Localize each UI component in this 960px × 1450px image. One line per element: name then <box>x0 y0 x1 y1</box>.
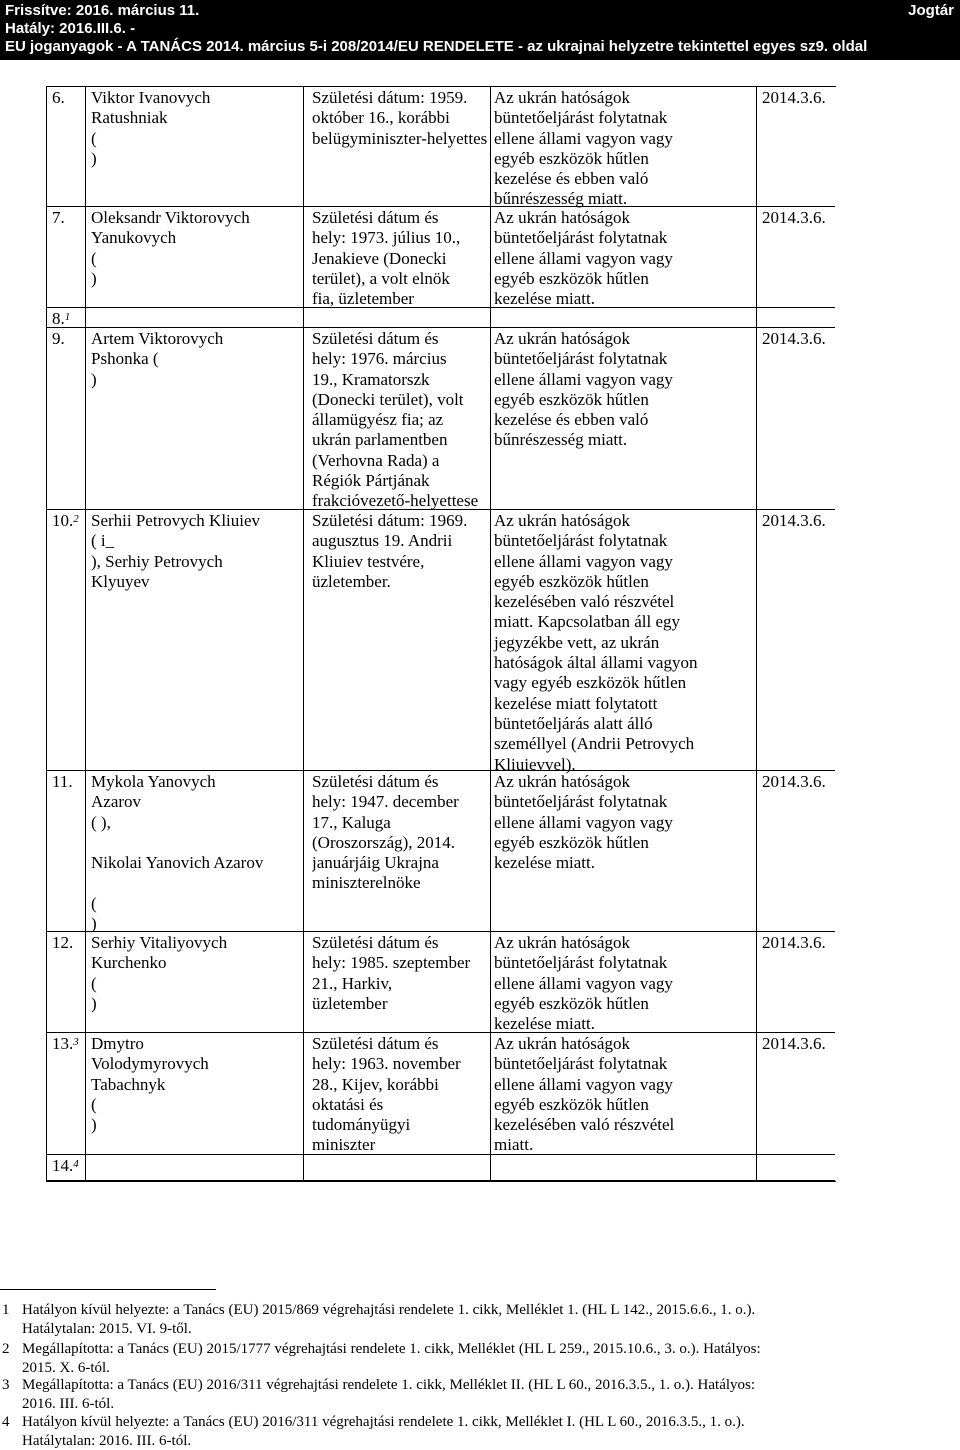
reasons: Az ukrán hatóságok büntetőeljárást folytatnak ellene állami vagyon vagy egyéb eszközök hűtlen kezelése és ebben való bűnrészesség miatt. <box>494 88 673 209</box>
footnote-number: 4 <box>2 1414 10 1430</box>
person-name: Mykola Yanovych Azarov ( ), Nikolai Yanovich Azarov ( ) <box>91 772 264 934</box>
table-row <box>46 931 835 1032</box>
footnote-number: 2 <box>2 1341 10 1357</box>
footnote-text: Megállapította: a Tanács (EU) 2015/1777 végrehajtási rendelete 1. cikk, Melléklet (HL L 259., 2015.10.6., 3. o.). Hatályos: 2015. X. 6-tól. <box>22 1341 761 1376</box>
person-name: Oleksandr Viktorovych Yanukovych ( ) <box>91 208 250 288</box>
listing-date: 2014.3.6. <box>762 329 826 348</box>
row-number <box>52 772 82 792</box>
row-number <box>52 208 82 228</box>
footnote-ref[interactable]: 3 <box>73 1036 79 1048</box>
effective-date: Hatály: 2016.III.6. - <box>5 20 136 37</box>
listing-date: 2014.3.6. <box>762 511 826 530</box>
footnote <box>2 1340 932 1377</box>
row-number <box>52 329 82 349</box>
listing-date: 2014.3.6. <box>762 208 826 227</box>
table-row <box>46 327 835 509</box>
identifying-info: Születési dátum: 1969. augusztus 19. Andrii Kliuiev testvére, üzletember. <box>312 511 468 591</box>
row-number-text: 11. <box>52 772 73 791</box>
identifying-info: Születési dátum és hely: 1976. március 19., Kramatorszk (Donecki terület), volt államügyész fia; az ukrán parlamentben (Verhovna Rada) a Régiók Pártjának frakcióvezető-helyettese <box>312 329 479 511</box>
person-name: Serhiy Vitaliyovych Kurchenko ( ) <box>91 933 228 1013</box>
footnote-text: Hatályon kívül helyezte: a Tanács (EU) 2016/311 végrehajtási rendelete 1. cikk, Melléklet I. (HL L 60., 2016.3.5., 1. o.). Hatálytalan: 2016. III. 6-tól. <box>22 1414 745 1449</box>
person-name: Viktor Ivanovych Ratushniak ( ) <box>91 88 211 168</box>
refresh-date: Frissítve: 2016. március 11. <box>5 2 200 19</box>
listing-date: 2014.3.6. <box>762 1034 826 1053</box>
table-row <box>46 307 835 327</box>
document-header <box>0 0 960 60</box>
table-row <box>46 509 835 774</box>
reasons: Az ukrán hatóságok büntetőeljárást folytatnak ellene állami vagyon vagy egyéb eszközök hűtlen kezelésében való részvétel miatt. <box>494 1034 675 1155</box>
footnote <box>2 1413 932 1450</box>
row-number-text: 8. <box>52 309 65 328</box>
identifying-info: Születési dátum és hely: 1973. július 10., Jenakieve (Donecki terület), a volt elnök fia, üzletember <box>312 208 461 309</box>
footnote <box>2 1301 932 1338</box>
row-number-text: 6. <box>52 88 65 107</box>
table-row <box>46 86 835 209</box>
row-number-text: 14. <box>52 1156 74 1175</box>
table-row <box>46 1154 835 1180</box>
reasons: Az ukrán hatóságok büntetőeljárást folytatnak ellene állami vagyon vagy egyéb eszközök hűtlen kezelése miatt. <box>494 772 673 873</box>
footnote-text: Hatályon kívül helyezte: a Tanács (EU) 2015/869 végrehajtási rendelete 1. cikk, Melléklet 1. (HL L 142., 2015.6.6., 1. o.). Hatálytalan: 2015. VI. 9-től. <box>22 1302 756 1337</box>
listing-date: 2014.3.6. <box>762 933 826 952</box>
row-number <box>52 1034 82 1054</box>
table-row <box>46 1032 835 1154</box>
table-row <box>46 206 835 307</box>
person-name: Artem Viktorovych Pshonka ( ) <box>91 329 224 389</box>
person-name: Dmytro Volodymyrovych Tabachnyk ( ) <box>91 1034 209 1135</box>
row-number-text: 13. <box>52 1034 74 1053</box>
reasons: Az ukrán hatóságok büntetőeljárást folytatnak ellene állami vagyon vagy egyéb eszközök hűtlen kezelésében való részvétel miatt. Kapcsolatban áll egy jegyzékbe vett, az ukrán hatóságok által állami vagyon vagy egyéb eszközök hűtlen kezelése miatt folytatott büntetőeljárás alatt álló személlyel (Andrii Petrovych Kliuievvel). <box>494 511 698 774</box>
footnote-divider <box>0 1289 216 1290</box>
row-number <box>52 511 82 531</box>
row-number-text: 12. <box>52 933 74 952</box>
listing-date: 2014.3.6. <box>762 772 826 791</box>
row-number-text: 10. <box>52 511 74 530</box>
row-number-text: 7. <box>52 208 65 227</box>
identifying-info: Születési dátum és hely: 1985. szeptember 21., Harkiv, üzletember <box>312 933 471 1013</box>
footnote-ref[interactable]: 4 <box>73 1158 79 1170</box>
footnote-text: Megállapította: a Tanács (EU) 2016/311 végrehajtási rendelete 1. cikk, Melléklet II. (HL L 60., 2016.3.5., 1. o.). Hatályos: 2016. III. 6-tól. <box>22 1377 756 1412</box>
footnote <box>2 1376 932 1413</box>
document-title: EU joganyagok - A TANÁCS 2014. március 5-i 208/2014/EU RENDELETE - az ukrajnai helyzetre tekintettel egyes sz9. oldal <box>5 38 868 55</box>
footnote-number: 1 <box>2 1302 10 1318</box>
row-number <box>52 88 82 108</box>
row-number-text: 9. <box>52 329 65 348</box>
row-divider <box>46 1180 835 1181</box>
row-number <box>52 1156 82 1176</box>
row-number <box>52 933 82 953</box>
reasons: Az ukrán hatóságok büntetőeljárást folytatnak ellene állami vagyon vagy egyéb eszközök hűtlen kezelése és ebben való bűnrészesség miatt. <box>494 329 673 450</box>
identifying-info: Születési dátum és hely: 1947. december 17., Kaluga (Oroszország), 2014. januárjáig Ukrajna miniszterelnöke <box>312 772 459 893</box>
table-row <box>46 770 835 934</box>
identifying-info: Születési dátum: 1959. október 16., korábbi belügyminiszter-helyettes <box>312 88 488 148</box>
person-name: Serhii Petrovych Kliuiev ( i_ ), Serhiy Petrovych Klyuyev <box>91 511 261 591</box>
reasons: Az ukrán hatóságok büntetőeljárást folytatnak ellene állami vagyon vagy egyéb eszközök hűtlen kezelése miatt. <box>494 933 673 1034</box>
brand-name: Jogtár <box>908 2 954 19</box>
reasons: Az ukrán hatóságok büntetőeljárást folytatnak ellene állami vagyon vagy egyéb eszközök hűtlen kezelése miatt. <box>494 208 673 309</box>
footnote-ref[interactable]: 2 <box>73 513 79 525</box>
identifying-info: Születési dátum és hely: 1963. november 28., Kijev, korábbi oktatási és tudományügyi miniszter <box>312 1034 461 1155</box>
listing-date: 2014.3.6. <box>762 88 826 107</box>
footnote-ref[interactable]: 1 <box>64 311 71 323</box>
footnote-number: 3 <box>2 1377 10 1393</box>
